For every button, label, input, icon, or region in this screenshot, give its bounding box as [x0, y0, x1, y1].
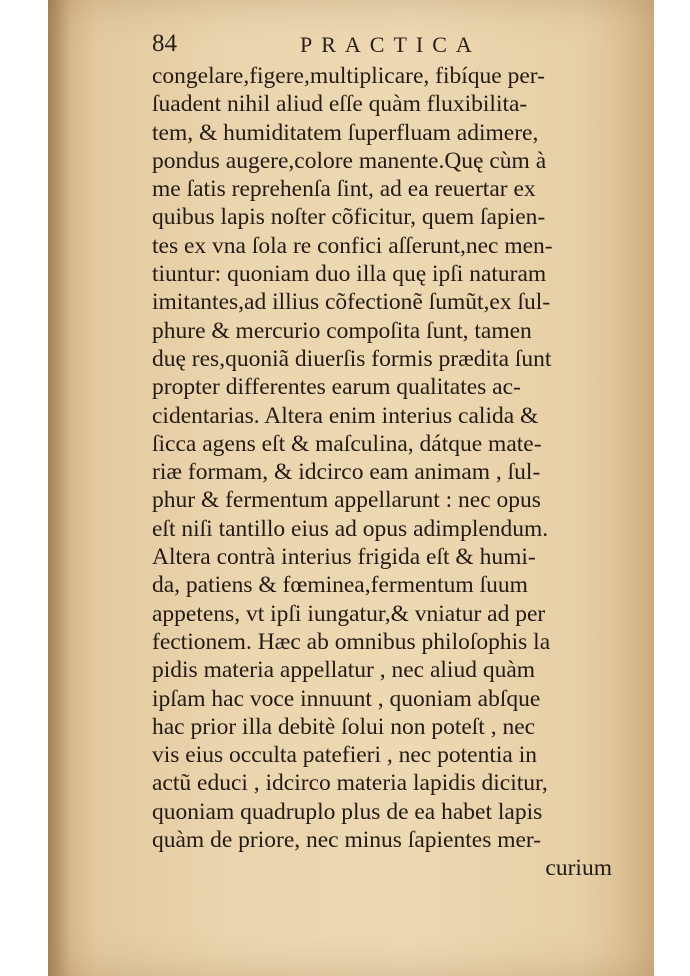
text-line: riæ formam, & idcirco eam animam , ſul- — [152, 459, 541, 486]
text-line: hac prior illa debitè ſolui non poteſt , nec — [152, 713, 536, 740]
text-line: phur & fermentum appellarunt : nec opus — [152, 487, 541, 514]
page-number: 84 — [152, 30, 177, 57]
text-line: pondus augere,colore manente.Quę cùm à — [152, 147, 547, 174]
text-line: da, patiens & fœminea,fermentum ſuum — [152, 572, 528, 599]
text-line: eſt niſi tantillo eius ad opus adimplendum. — [152, 515, 549, 542]
text-line: imitantes,ad illius cõfectionẽ ſumũt,ex ſul- — [152, 289, 551, 316]
text-line: fectionem. Hæc ab omnibus philoſophis la — [152, 628, 551, 655]
text-line: quibus lapis noſter cõficitur, quem ſapien- — [152, 204, 546, 231]
text-line: quàm de priore, nec minus ſapientes mer- — [152, 827, 542, 854]
text-line: tem, & humiditatem ſuperfluam adimere, — [152, 119, 539, 146]
text-line: congelare,figere,multiplicare, fibíque per- — [152, 63, 545, 89]
text-line: tiuntur: quoniam duo illa quę ipſi naturam — [152, 261, 547, 288]
page-gutter-shadow — [48, 0, 70, 976]
text-line: tes ex vna ſola re confici aſſerunt,nec men- — [152, 232, 553, 259]
text-line: appetens, vt ipſi iungatur,& vniatur ad per — [152, 600, 546, 627]
text-line: ſicca agens eſt & maſculina, dátque mate- — [152, 430, 542, 457]
page-header — [152, 30, 612, 64]
text-line: propter differentes earum qualitates ac- — [152, 374, 521, 401]
text-line: me ſatis reprehenſa ſint, ad ea reuertar ex — [152, 176, 536, 203]
running-head: PRACTICA — [300, 32, 481, 57]
text-line: actũ educi , idcirco materia lapidis dicitur, — [152, 770, 548, 797]
text-line: duę res,quoniã diuerſis formis prædita ſunt — [152, 345, 552, 372]
body-text — [152, 62, 612, 883]
text-line: ipſam hac voce innuunt , quoniam abſque — [152, 685, 541, 712]
text-line: ſuadent nihil aliud eſſe quàm fluxibilita- — [152, 91, 528, 118]
text-line: Altera contrà interius frigida eſt & humi- — [152, 544, 536, 571]
text-line: cidentarias. Altera enim interius calida & — [152, 402, 539, 429]
catchword: curium — [545, 855, 612, 882]
text-line: vis eius occulta patefieri , nec potentia in — [152, 742, 537, 769]
text-line: pidis materia appellatur , nec aliud quàm — [152, 657, 536, 684]
text-line: quoniam quadruplo plus de ea habet lapis — [152, 798, 543, 825]
text-line: phure & mercurio compoſita ſunt, tamen — [152, 317, 532, 344]
